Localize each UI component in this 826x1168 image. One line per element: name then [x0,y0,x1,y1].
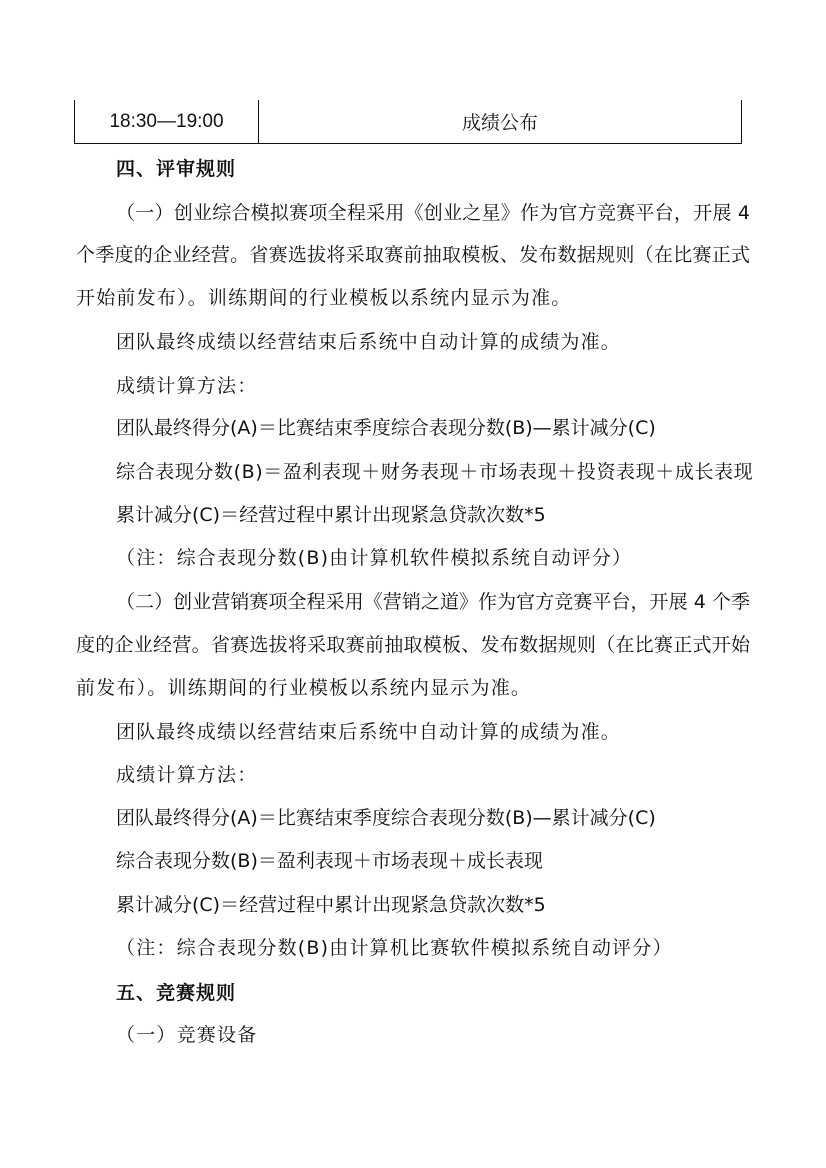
section4-heading: 四、评审规则 [116,158,237,180]
paragraph-line: 度的企业经营。省赛选拔将采取赛前抽取模板、发布数据规则（在比赛正式开始 [76,634,750,656]
paragraph-line: 开始前发布）。训练期间的行业模板以系统内显示为准。 [76,287,572,309]
formula-line: 累计减分(C)＝经营过程中累计出现紧急贷款次数*5 [116,894,546,916]
schedule-time-cell: 18:30—19:00 [75,100,259,143]
schedule-table-row [74,100,742,144]
paragraph-line: 成绩计算方法： [116,764,258,786]
formula-line: 团队最终得分(A)＝比赛结束季度综合表现分数(B)—累计减分(C) [116,417,656,439]
formula-line: 累计减分(C)＝经营过程中累计出现紧急贷款次数*5 [116,504,546,526]
note-line: （注：综合表现分数(B)由计算机软件模拟系统自动评分） [116,547,633,569]
formula-line: 综合表现分数(B)＝盈利表现＋财务表现＋市场表现＋投资表现＋成长表现 [116,461,754,483]
formula-line: 团队最终得分(A)＝比赛结束季度综合表现分数(B)—累计减分(C) [116,807,656,829]
paragraph-line: 成绩计算方法： [116,375,258,397]
section5-heading: 五、竞赛规则 [116,982,237,1004]
paragraph-line: （一）创业综合模拟赛项全程采用《创业之星》作为官方竞赛平台，开展 4 [116,202,750,224]
paragraph-line: 前发布）。训练期间的行业模板以系统内显示为准。 [76,677,532,699]
subsection-line: （一）竞赛设备 [116,1024,258,1046]
paragraph-line: （二）创业营销赛项全程采用《营销之道》作为官方竞赛平台，开展 4 个季 [116,591,750,613]
paragraph-line: 个季度的企业经营。省赛选拔将采取赛前抽取模板、发布数据规则（在比赛正式 [76,244,750,266]
paragraph-line: 团队最终成绩以经营结束后系统中自动计算的成绩为准。 [116,721,622,743]
paragraph-line: 团队最终成绩以经营结束后系统中自动计算的成绩为准。 [116,331,622,353]
schedule-item-cell: 成绩公布 [461,112,538,134]
formula-line: 综合表现分数(B)＝盈利表现＋市场表现＋成长表现 [116,850,543,872]
note-line: （注：综合表现分数(B)由计算机比赛软件模拟系统自动评分） [116,937,673,959]
